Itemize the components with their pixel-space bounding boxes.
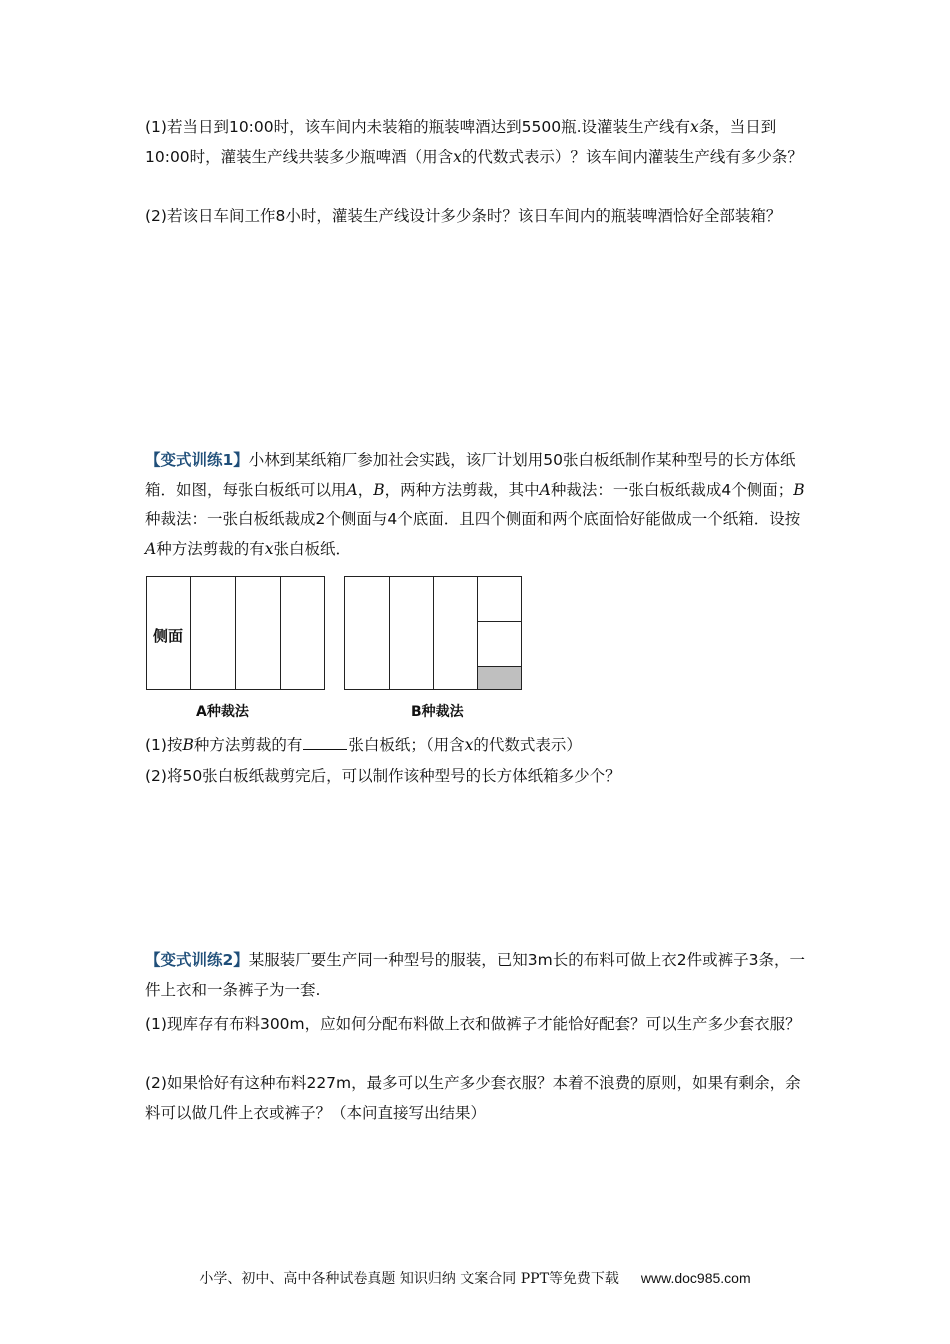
text-run: (1)若当日到10:00时，该车间内未装箱的瓶装啤酒达到5500瓶.设灌装生产线有 [145,118,690,136]
footer-url[interactable]: www.doc985.com [640,1270,751,1286]
text-run: 张白板纸；（用含 [348,736,465,754]
divider-line [389,576,390,690]
text-run: ，两种方法剪裁，其中 [384,480,540,499]
answer-blank [303,731,347,750]
variant1-question-1 [145,731,810,761]
variable-x: x [264,539,274,558]
variable-x: x [464,736,474,754]
text-run: (1)按 [145,736,183,754]
text-run: 种裁法：一张白板纸裁成2个侧面与4个底面．且四个侧面和两个底面恰好能做成一个纸箱．设按 [145,510,801,528]
text-run: 条，当日到10:00时，灌装生产线共装多少瓶啤酒（用含 [145,118,777,166]
variable-B: B [182,736,194,754]
text-run: 种方法剪裁的有 [193,736,303,754]
text-run: 小林到某纸箱厂参加社会实践，该厂计划用50张白板纸制作某种型号的长方体纸箱．如图，每张白板纸可以用 [145,451,796,499]
text-run: 的代数式表示）？该车间内灌装生产线有多少条？ [461,147,803,166]
variable-A: A [539,480,551,499]
variant1-intro [145,446,810,564]
waste-shaded-area [478,667,521,689]
side-face-label: 侧面 [153,627,184,645]
divider-line [280,576,281,690]
cutting-methods-figure [146,576,526,726]
page-footer [0,1268,950,1288]
section1-question-1 [145,113,810,172]
variable-A: A [145,539,157,558]
variant1-question-2: (2)将50张白板纸裁剪完后，可以制作该种型号的长方体纸箱多少个？ [145,767,621,785]
text-run: 某服装厂要生产同一种型号的服装，已知3m长的布料可做上衣2件或裤子3条，一件上衣和一条裤子为一套. [145,951,805,999]
text-run: ， [357,480,374,499]
variable-x: x [453,147,462,166]
variable-B: B [793,480,805,499]
method-b-caption: B种裁法 [411,704,464,720]
text-run: 种方法剪裁的有 [156,539,265,558]
divider-line [235,576,236,690]
divider-line [433,576,434,690]
variant2-label: 【变式训练2】 [145,951,249,969]
divider-line [190,576,191,690]
variant2-intro [145,946,810,1005]
text-run: 张白板纸． [273,539,351,558]
divider-line [477,621,522,622]
variant1-label: 【变式训练1】 [145,451,249,469]
section1-question-2: (2)若该日车间工作8小时，灌装生产线设计多少条时？该日车间内的瓶装啤酒恰好全部装箱？ [145,207,782,225]
variant2-question-1: (1)现库存有布料300m，应如何分配布料做上衣和做裤子才能恰好配套？可以生产多少套衣服？ [145,1015,801,1033]
variant2-question-2: (2)如果恰好有这种布料227m，最多可以生产多少套衣服？本着不浪费的原则，如果有剩余，余料可以做几件上衣或裤子？（本问直接写出结果） [145,1074,801,1122]
method-a-caption: A种裁法 [196,704,249,720]
text-run: 的代数式表示） [473,736,582,754]
variable-x: x [690,118,699,136]
variable-B: B [373,480,385,499]
footer-text: 小学、初中、高中各种试卷真题 知识归纳 文案合同 PPT等免费下载 [199,1271,619,1287]
text-run: 种裁法：一张白板纸裁成4个侧面； [550,480,794,499]
variable-A: A [346,480,358,499]
